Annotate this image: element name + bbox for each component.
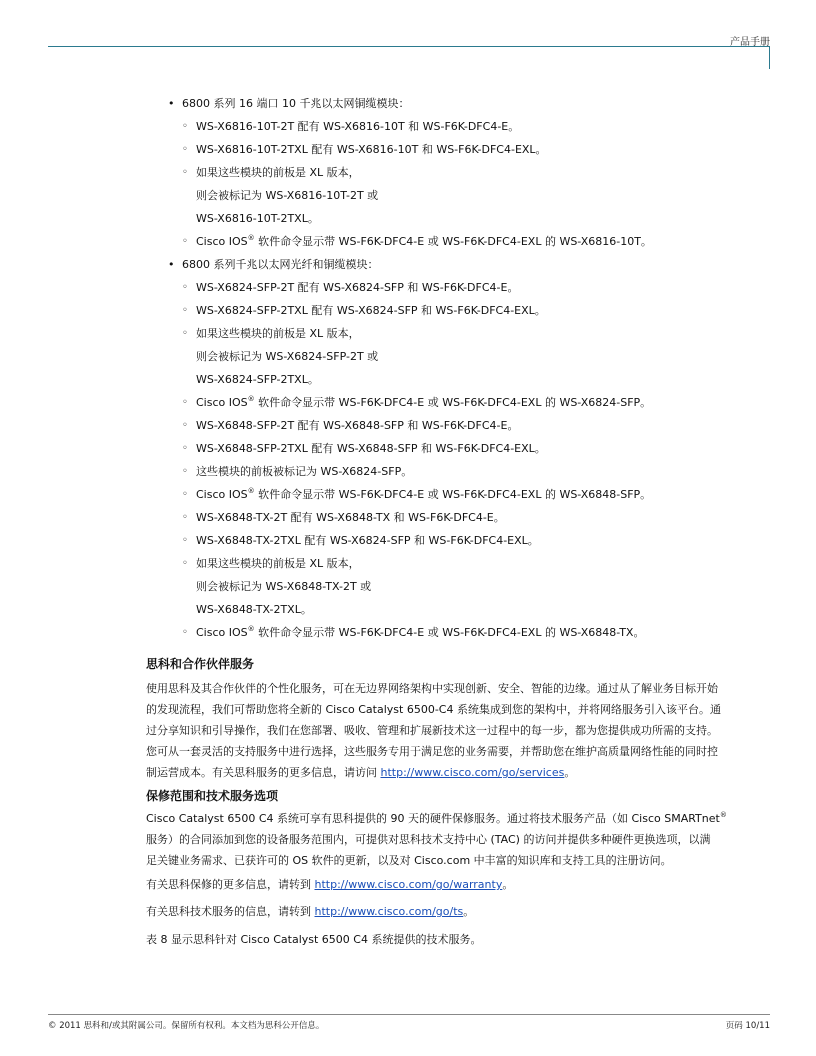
list-item-text: WS-X6848-TX-2TXL。 (196, 603, 312, 616)
list-item-text: 则会被标记为 WS-X6824-SFP-2T 或 (196, 350, 379, 363)
list-item-text: WS-X6848-SFP-2T 配有 WS-X6848-SFP 和 WS-F6K-DFC4-E。 (196, 419, 519, 432)
module-list (146, 96, 776, 648)
sub-bullet-icon: ◦ (182, 489, 188, 500)
page-number: 页码 10/11 (725, 1021, 770, 1031)
list-item (146, 165, 776, 188)
list-item-text: 如果这些模块的前板是 XL 版本， (196, 557, 360, 570)
paragraph-text: 。 (463, 905, 475, 918)
list-item-text: 则会被标记为 WS-X6816-10T-2T 或 (196, 189, 379, 202)
sub-bullet-icon: ◦ (182, 167, 188, 178)
list-item (146, 234, 776, 257)
list-item-text: WS-X6816-10T-2TXL。 (196, 212, 319, 225)
list-item (146, 418, 776, 441)
list-item-text: WS-X6848-TX-2TXL 配有 WS-X6824-SFP 和 WS-F6K-DFC4-EXL。 (196, 534, 539, 547)
footer-rule (48, 1014, 770, 1015)
sub-bullet-icon: ◦ (182, 328, 188, 339)
warranty-link[interactable]: http://www.cisco.com/go/warranty (314, 878, 503, 891)
paragraph-text: 有关思科保修的更多信息，请转到 (146, 878, 315, 891)
technical-services-link[interactable]: http://www.cisco.com/go/ts (314, 905, 464, 918)
list-item (146, 487, 776, 510)
sub-bullet-icon: ◦ (182, 535, 188, 546)
header-rule (48, 46, 770, 69)
registered-mark: ® (247, 234, 255, 242)
list-item (146, 395, 776, 418)
list-item-text: WS-X6816-10T-2T 配有 WS-X6816-10T 和 WS-F6K-DFC4-E。 (196, 120, 520, 133)
list-item (146, 257, 776, 280)
list-item-text: 如果这些模块的前板是 XL 版本， (196, 166, 360, 179)
paragraph-line: 使用思科及其合作伙伴的个性化服务，可在无边界网络架构中实现创新、安全、智能的边缘。通过从了解业务目标开始 (146, 682, 718, 695)
list-item-text: Cisco IOS (196, 626, 248, 639)
list-item-text: WS-X6824-SFP-2T 配有 WS-X6824-SFP 和 WS-F6K-DFC4-E。 (196, 281, 519, 294)
services-link[interactable]: http://www.cisco.com/go/services (380, 766, 565, 779)
list-item (146, 349, 776, 372)
paragraph-text: 。 (564, 766, 576, 779)
paragraph-text: 制运营成本。有关思科服务的更多信息，请访问 (146, 766, 381, 779)
registered-mark: ® (247, 487, 255, 495)
list-item (146, 211, 776, 234)
list-item-text: 这些模块的前板被标记为 WS-X6824-SFP。 (196, 465, 413, 478)
list-item (146, 188, 776, 211)
list-item (146, 441, 776, 464)
paragraph-line (146, 762, 772, 783)
bullet-icon: • (168, 258, 175, 271)
warranty-paragraph (146, 808, 772, 871)
section-title-warranty: 保修范围和技术服务选项 (146, 789, 279, 803)
sub-bullet-icon: ◦ (182, 627, 188, 638)
list-item (146, 556, 776, 579)
sub-bullet-icon: ◦ (182, 420, 188, 431)
list-item (146, 303, 776, 326)
sub-bullet-icon: ◦ (182, 466, 188, 477)
list-item-text: WS-X6816-10T-2TXL 配有 WS-X6816-10T 和 WS-F6K-DFC4-EXL。 (196, 143, 547, 156)
list-item-text: 软件命令显示带 WS-F6K-DFC4-E 或 WS-F6K-DFC4-EXL 的 WS-X6848-TX。 (254, 626, 645, 639)
sub-bullet-icon: ◦ (182, 236, 188, 247)
list-item-text: 软件命令显示带 WS-F6K-DFC4-E 或 WS-F6K-DFC4-EXL 的 WS-X6816-10T。 (254, 235, 652, 248)
list-item (146, 510, 776, 533)
paragraph-line: 服务）的合同添加到您的设备服务范围内，可提供对思科技术支持中心 (TAC) 的访问并提供多种硬件更换选项，以满 (146, 833, 711, 846)
list-item-text: Cisco IOS (196, 235, 248, 248)
list-item-text: 如果这些模块的前板是 XL 版本， (196, 327, 360, 340)
list-item-text: 软件命令显示带 WS-F6K-DFC4-E 或 WS-F6K-DFC4-EXL 的 WS-X6824-SFP。 (254, 396, 652, 409)
sub-bullet-icon: ◦ (182, 397, 188, 408)
list-item (146, 142, 776, 165)
paragraph-line: 足关键业务需求、已获许可的 OS 软件的更新，以及对 Cisco.com 中丰富的知识库和支持工具的注册访问。 (146, 854, 672, 867)
paragraph-text: 有关思科技术服务的信息，请转到 (146, 905, 315, 918)
sub-bullet-icon: ◦ (182, 121, 188, 132)
table-reference-note: 表 8 显示思科针对 Cisco Catalyst 6500 C4 系统提供的技术服务。 (146, 933, 482, 946)
sub-bullet-icon: ◦ (182, 558, 188, 569)
paragraph-text: 。 (502, 878, 514, 891)
list-item-text: Cisco IOS (196, 488, 248, 501)
registered-mark: ® (719, 811, 727, 819)
sub-bullet-icon: ◦ (182, 144, 188, 155)
list-item-text: 6800 系列千兆以太网光纤和铜缆模块： (182, 258, 379, 271)
list-item (146, 464, 776, 487)
list-item-text: Cisco IOS (196, 396, 248, 409)
list-item-text: 6800 系列 16 端口 10 千兆以太网铜缆模块： (182, 97, 410, 110)
list-item (146, 579, 776, 602)
list-item (146, 372, 776, 395)
sub-bullet-icon: ◦ (182, 443, 188, 454)
paragraph-line: 的发现流程，我们可帮助您将全新的 Cisco Catalyst 6500-C4 系统集成到您的架构中，并将网络服务引入该平台。通 (146, 703, 721, 716)
list-item-text: WS-X6824-SFP-2TXL。 (196, 373, 319, 386)
list-item (146, 533, 776, 556)
copyright-notice: © 2011 思科和/或其附属公司。保留所有权利。本文档为思科公开信息。 (48, 1021, 325, 1031)
paragraph-line: 过分享知识和引导操作，我们在您部署、吸收、管理和扩展新技术这一过程中的每一步，都为您提供成功所需的支持。 (146, 724, 718, 737)
document-type-label: 产品手册 (730, 37, 770, 48)
list-item (146, 625, 776, 648)
registered-mark: ® (247, 395, 255, 403)
sub-bullet-icon: ◦ (182, 282, 188, 293)
sub-bullet-icon: ◦ (182, 512, 188, 523)
bullet-icon: • (168, 97, 175, 110)
list-item (146, 602, 776, 625)
list-item-text: WS-X6848-SFP-2TXL 配有 WS-X6848-SFP 和 WS-F6K-DFC4-EXL。 (196, 442, 546, 455)
paragraph-line: 您可从一套灵活的支持服务中进行选择，这些服务专用于满足您的业务需要，并帮助您在维护高质量网络性能的同时控 (146, 745, 718, 758)
list-item (146, 280, 776, 303)
list-item-text: 软件命令显示带 WS-F6K-DFC4-E 或 WS-F6K-DFC4-EXL 的 WS-X6848-SFP。 (254, 488, 652, 501)
section-title-partner-services: 思科和合作伙伴服务 (146, 657, 255, 671)
paragraph-line (146, 808, 772, 829)
list-item (146, 119, 776, 142)
list-item-text: 则会被标记为 WS-X6848-TX-2T 或 (196, 580, 372, 593)
registered-mark: ® (247, 625, 255, 633)
sub-bullet-icon: ◦ (182, 305, 188, 316)
ts-link-line (146, 901, 772, 922)
paragraph-text: Cisco Catalyst 6500 C4 系统可享有思科提供的 90 天的硬件保修服务。通过将技术服务产品（如 Cisco SMARTnet (146, 812, 720, 825)
list-item-text: WS-X6848-TX-2T 配有 WS-X6848-TX 和 WS-F6K-DFC4-E。 (196, 511, 505, 524)
partner-services-paragraph (146, 678, 772, 783)
warranty-link-line (146, 874, 772, 895)
list-item (146, 326, 776, 349)
list-item (146, 96, 776, 119)
list-item-text: WS-X6824-SFP-2TXL 配有 WS-X6824-SFP 和 WS-F6K-DFC4-EXL。 (196, 304, 546, 317)
